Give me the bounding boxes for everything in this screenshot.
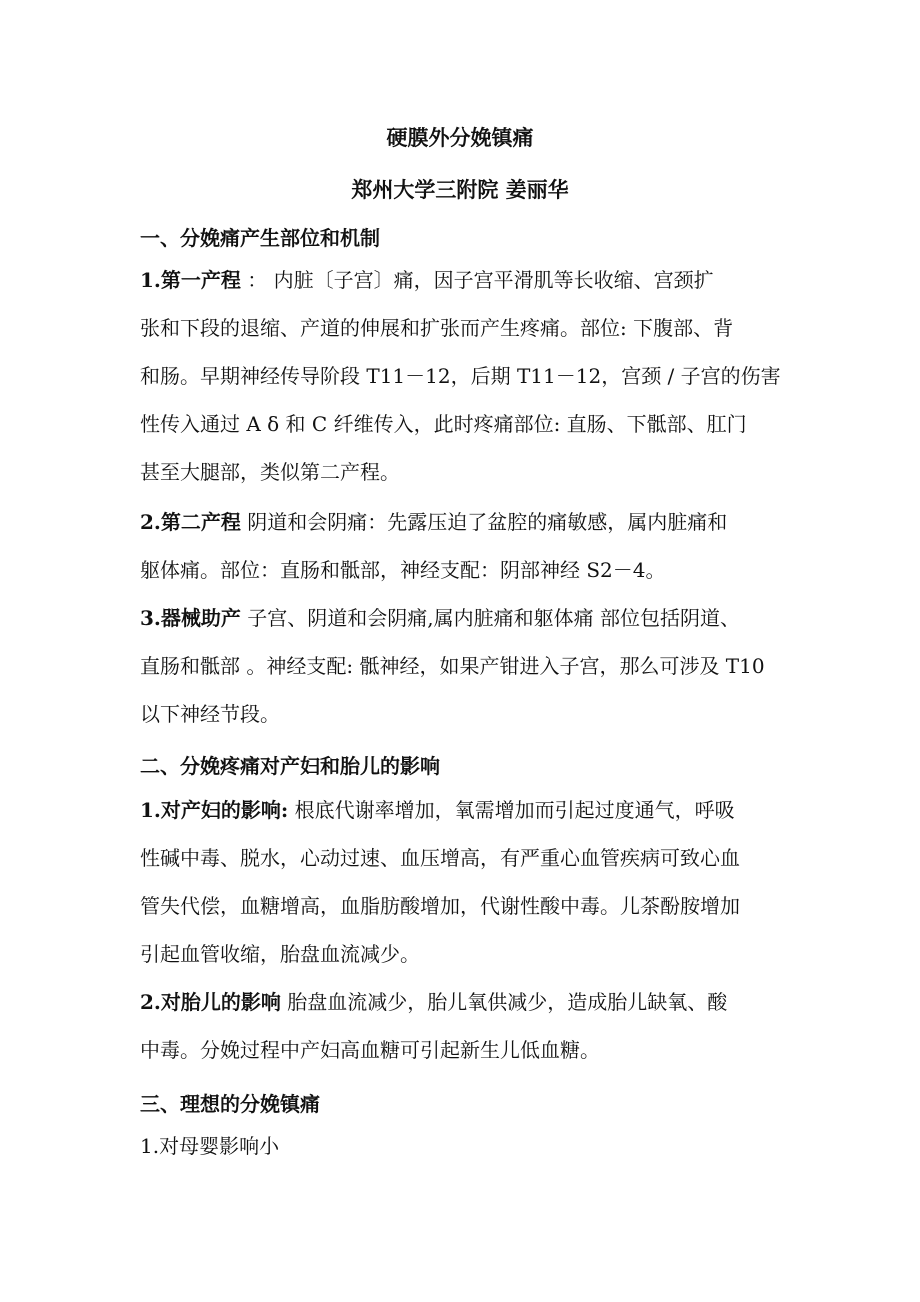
document-author: 郑州大学三附院 姜丽华 xyxy=(351,177,569,202)
paragraph-text: 子宫、阴道和会阴痛,属内脏痛和躯体痛 部位包括阴道、 xyxy=(240,606,740,630)
section-heading-3: 三、理想的分娩镇痛 xyxy=(140,1092,320,1116)
paragraph-line xyxy=(140,978,790,1026)
paragraph-maternal-effects xyxy=(140,786,790,978)
paragraph-label: 1.第一产程 xyxy=(140,268,241,292)
section-heading-1: 一、分娩痛产生部位和机制 xyxy=(140,226,380,250)
paragraph-ideal-analgesia xyxy=(140,1122,790,1170)
paragraph-line xyxy=(140,594,790,642)
document-title: 硬膜外分娩镇痛 xyxy=(386,125,534,150)
paragraph-line: 躯体痛。部位：直肠和骶部，神经支配：阴部神经 S2－4。 xyxy=(140,558,666,582)
paragraph-line xyxy=(140,786,790,834)
paragraph-line xyxy=(140,498,790,546)
paragraph-line: 以下神经节段。 xyxy=(140,702,280,726)
paragraph-line: 性传入通过 A δ 和 C 纤维传入，此时疼痛部位: 直肠、下骶部、肛门 xyxy=(140,412,747,436)
paragraph-text: 阴道和会阴痛：先露压迫了盆腔的痛敏感，属内脏痛和 xyxy=(240,510,728,534)
paragraph-label: 2.第二产程 xyxy=(140,510,241,534)
paragraph-label: 2.对胎儿的影响 xyxy=(140,990,281,1014)
paragraph-line: 引起血管收缩，胎盘血流减少。 xyxy=(140,942,420,966)
paragraph-line: 和肠。早期神经传导阶段 T11－12，后期 T11－12，宫颈 / 子宫的伤害 xyxy=(140,364,781,388)
paragraph-line xyxy=(140,256,790,304)
paragraph-line: 直肠和骶部 。神经支配: 骶神经，如果产钳进入子宫，那么可涉及 T10 xyxy=(140,654,765,678)
paragraph-fetal-effects xyxy=(140,978,790,1074)
paragraph-line: 中毒。分娩过程中产妇高血糖可引起新生儿低血糖。 xyxy=(140,1038,600,1062)
paragraph-line: 张和下段的退缩、产道的伸展和扩张而产生疼痛。部位: 下腹部、背 xyxy=(140,316,734,340)
paragraph-line: 1.对母婴影响小 xyxy=(140,1134,280,1158)
paragraph-second-stage xyxy=(140,498,790,594)
paragraph-text: 根底代谢率增加，氧需增加而引起过度通气，呼吸 xyxy=(288,798,735,822)
paragraph-line: 甚至大腿部，类似第二产程。 xyxy=(140,460,400,484)
paragraph-text: ： 内脏〔子宫〕痛，因子宫平滑肌等长收缩、宫颈扩 xyxy=(240,268,714,292)
paragraph-label: 1.对产妇的影响: xyxy=(140,798,289,822)
paragraph-text: 胎盘血流减少，胎儿氧供减少，造成胎儿缺氧、酸 xyxy=(280,990,728,1014)
section-heading-2: 二、分娩疼痛对产妇和胎儿的影响 xyxy=(140,754,440,778)
paragraph-label: 3.器械助产 xyxy=(140,606,241,630)
paragraph-line: 性碱中毒、脱水，心动过速、血压增高，有严重心血管疾病可致心血 xyxy=(140,846,740,870)
paragraph-first-stage xyxy=(140,256,790,496)
paragraph-line: 管失代偿，血糖增高，血脂肪酸增加，代谢性酸中毒。儿茶酚胺增加 xyxy=(140,894,740,918)
paragraph-instrumental-delivery xyxy=(140,594,790,738)
